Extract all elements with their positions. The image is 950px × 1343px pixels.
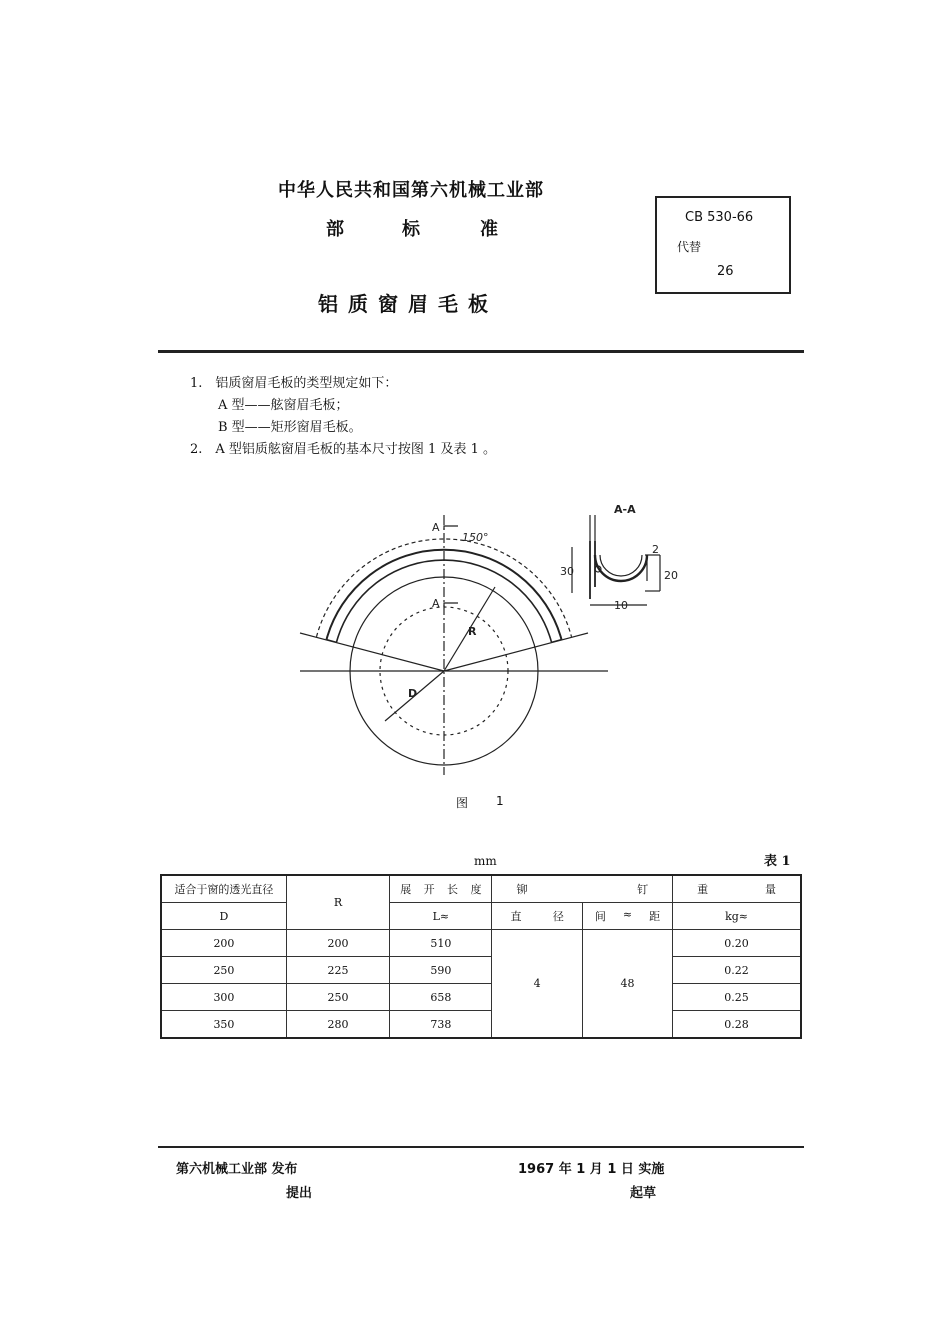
cut-mark-top xyxy=(444,526,458,530)
header-weight-unit: kg≈ xyxy=(673,903,801,930)
header-rivet-right: 钉 xyxy=(637,883,649,896)
header-rivet-dia-right: 径 xyxy=(552,910,564,923)
header-length-sub: L≈ xyxy=(390,903,492,930)
figure-caption-prefix: 图 xyxy=(456,796,469,810)
header-weight-left: 重 xyxy=(697,883,709,896)
header-weight-right: 量 xyxy=(765,883,776,896)
dim-30-label: 30 xyxy=(560,565,574,578)
dimension-table xyxy=(160,874,802,1039)
cell-rivet-pitch: 48 xyxy=(582,930,672,1039)
table-unit: mm xyxy=(474,854,497,868)
ministry-name: 中华人民共和国第六机械工业部 xyxy=(278,180,544,201)
header-rivet-pitch-right: 距 xyxy=(649,910,661,923)
table-label: 表 1 xyxy=(764,854,791,869)
cell-d: 200 xyxy=(161,930,286,957)
cell-rivet-diameter: 4 xyxy=(492,930,582,1039)
replaces-label: 代替 xyxy=(677,240,702,254)
standard-code: CB 530-66 xyxy=(685,210,754,225)
header-rivet-pitch-left: 间 xyxy=(594,910,606,923)
cut-mark-mid-label: A xyxy=(432,597,440,610)
header-diameter-d: D xyxy=(161,903,286,930)
dim-2-label: 2 xyxy=(652,543,659,556)
cell-l: 658 xyxy=(390,984,492,1011)
cell-l: 510 xyxy=(390,930,492,957)
cell-r: 280 xyxy=(286,1011,389,1039)
replaces-value: 26 xyxy=(717,264,734,279)
diameter-label: D xyxy=(408,687,418,700)
cell-w: 0.28 xyxy=(673,1011,801,1039)
header-diameter xyxy=(161,875,286,903)
clause-1-type-b: B 型——矩形窗眉毛板。 xyxy=(218,420,362,435)
cell-w: 0.25 xyxy=(673,984,801,1011)
radius-label: R xyxy=(468,625,477,638)
angle-label: 150° xyxy=(462,531,489,544)
footer-drafted: 起草 xyxy=(630,1186,657,1201)
dim-20-label: 20 xyxy=(664,569,678,582)
footer-date: 1967 年 1 月 1 日 实施 xyxy=(518,1162,665,1177)
section-label: A-A xyxy=(614,503,636,516)
cell-r: 200 xyxy=(286,930,389,957)
header-rivet-pitch-sub: ≈ xyxy=(622,908,633,921)
cell-d: 250 xyxy=(161,957,286,984)
table-row xyxy=(161,1011,801,1039)
cell-l: 590 xyxy=(390,957,492,984)
header-rivet-dia-left: 直 xyxy=(510,910,522,923)
header-rivet-left: 铆 xyxy=(516,883,528,896)
cell-d: 300 xyxy=(161,984,286,1011)
clause-2: 2. A 型铝质舷窗眉毛板的基本尺寸按图 1 及表 1 。 xyxy=(190,442,496,457)
header-weight xyxy=(673,875,801,903)
table-row xyxy=(161,930,801,957)
footer-proposed: 提出 xyxy=(286,1186,313,1201)
table-row xyxy=(161,957,801,984)
figure-caption-number: 1 xyxy=(496,794,504,808)
cell-r: 225 xyxy=(286,957,389,984)
footer-divider xyxy=(158,1146,804,1148)
standard-code-box xyxy=(655,196,791,294)
cell-w: 0.22 xyxy=(673,957,801,984)
table-row xyxy=(161,984,801,1011)
header-rivet-pitch xyxy=(582,903,672,930)
header-length-char-4: 度 xyxy=(470,883,482,896)
header-rivet-diameter xyxy=(492,903,582,930)
radial-left xyxy=(300,633,444,671)
dim-10-label: 10 xyxy=(614,599,628,612)
cut-mark-mid xyxy=(444,603,458,607)
cut-mark-top-label: A xyxy=(432,521,440,534)
header-divider xyxy=(158,350,804,353)
header-length-char-3: 长 xyxy=(447,883,459,896)
radial-right xyxy=(444,633,588,671)
cell-d: 350 xyxy=(161,1011,286,1039)
header-radius: R xyxy=(286,875,389,930)
standard-char-3: 准 xyxy=(480,219,498,240)
cell-r: 250 xyxy=(286,984,389,1011)
header-rivet xyxy=(492,875,673,903)
header-diameter-line1: 适合于窗的透光直径 xyxy=(174,883,274,896)
header-length xyxy=(390,875,492,903)
header-length-char-1: 展 xyxy=(400,883,412,896)
standard-char-2: 标 xyxy=(402,219,420,240)
footer-issuer: 第六机械工业部 发布 xyxy=(176,1162,298,1177)
document-title: 铝质窗眉毛板 xyxy=(318,292,498,316)
clause-1-type-a: A 型——舷窗眉毛板； xyxy=(218,398,349,413)
cell-w: 0.20 xyxy=(673,930,801,957)
section-profile xyxy=(595,555,647,581)
clause-1: 1. 铝质窗眉毛板的类型规定如下： xyxy=(190,376,398,391)
figure-1-drawing xyxy=(290,495,690,785)
header-length-char-2: 开 xyxy=(423,883,435,896)
cell-l: 738 xyxy=(390,1011,492,1039)
standard-char-1: 部 xyxy=(326,219,344,240)
